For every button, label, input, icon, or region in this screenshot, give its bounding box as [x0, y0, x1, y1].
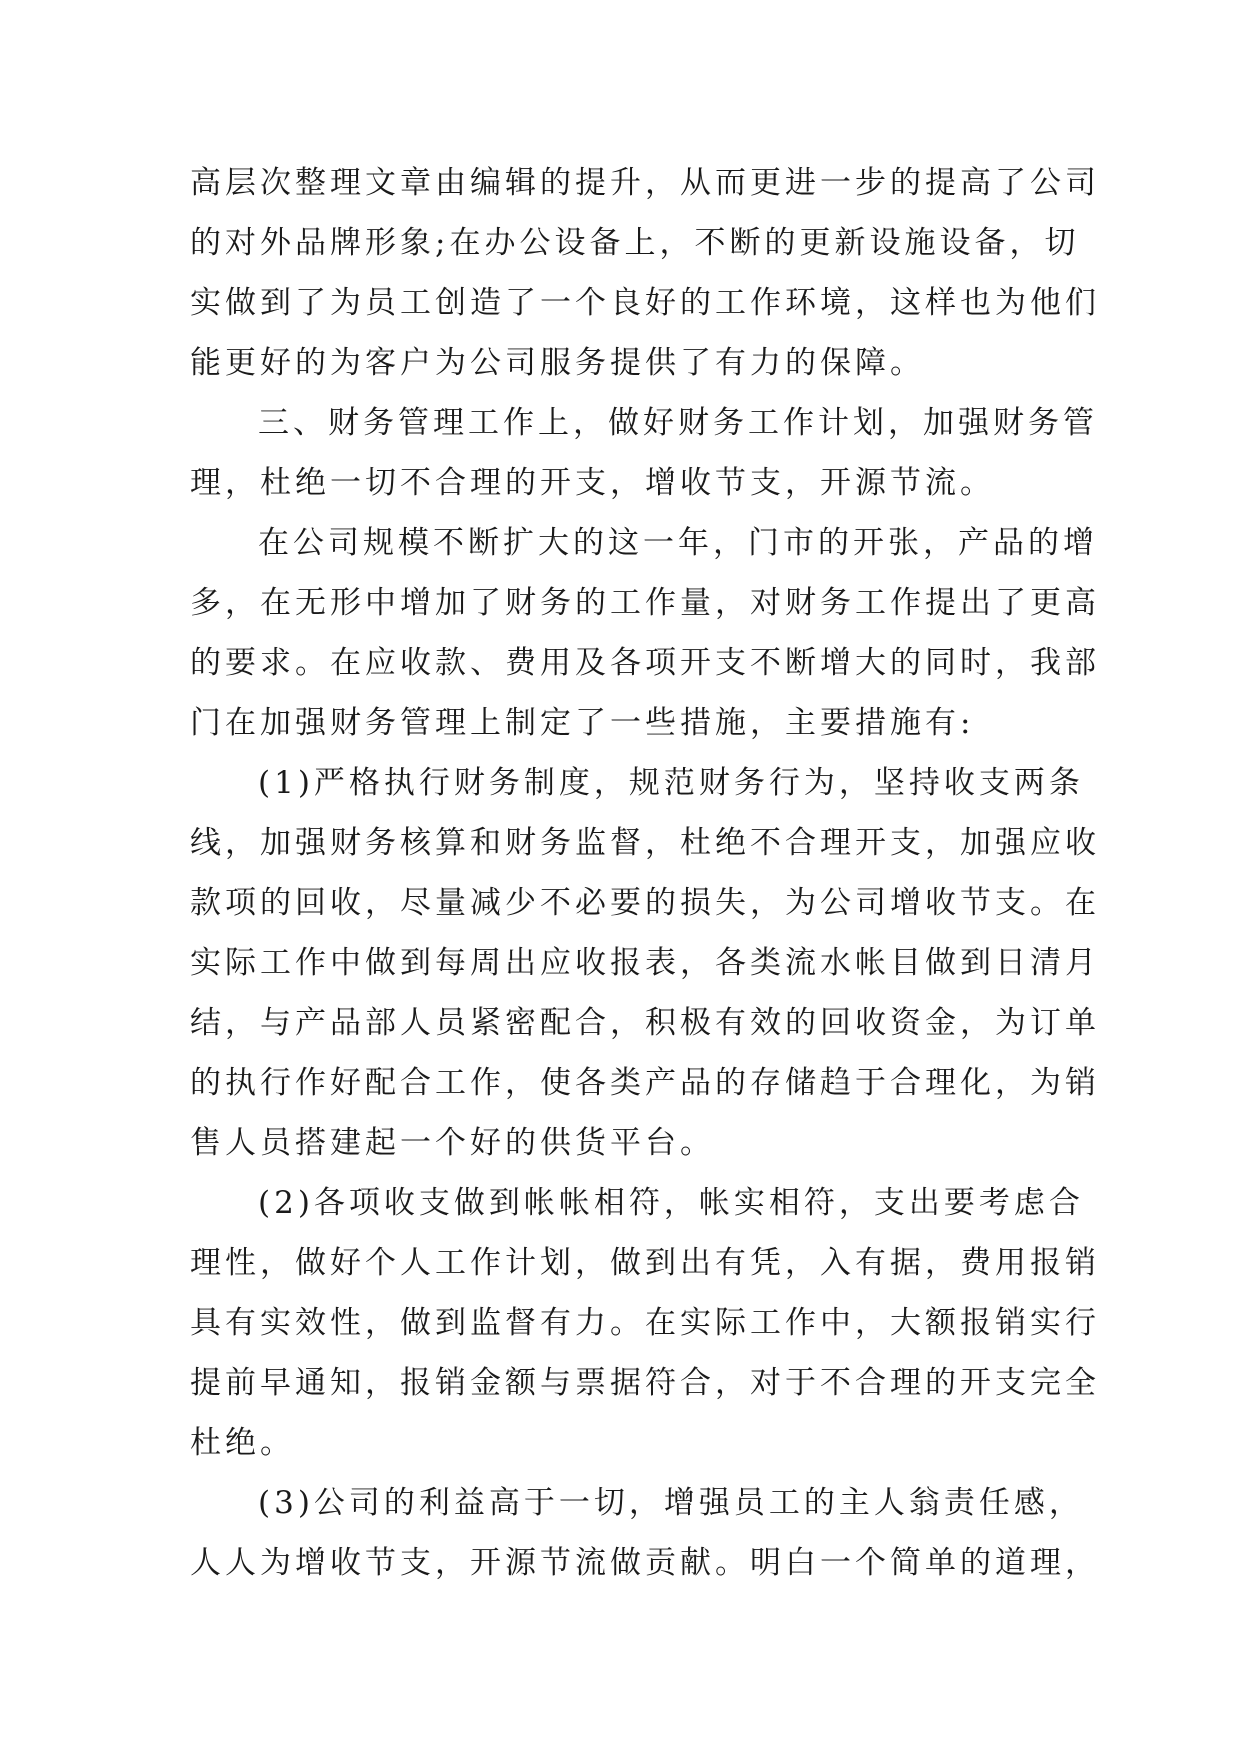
paragraph-first-line: (2)各项收支做到帐帐相符，帐实相符，支出要考虑合 — [258, 1185, 1084, 1221]
text-line: 的要求。在应收款、费用及各项开支不断增大的同时，我部 — [190, 645, 1100, 681]
text-line: 实做到了为员工创造了一个良好的工作环境，这样也为他们 — [190, 285, 1100, 321]
paragraph-first-line: (3)公司的利益高于一切，增强员工的主人翁责任感， — [258, 1485, 1084, 1521]
paragraph-first-line: 在公司规模不断扩大的这一年，门市的开张，产品的增 — [258, 525, 1098, 561]
text-line: 理，杜绝一切不合理的开支，增收节支，开源节流。 — [190, 465, 995, 501]
text-line: 具有实效性，做到监督有力。在实际工作中，大额报销实行 — [190, 1305, 1100, 1341]
text-line: 理性，做好个人工作计划，做到出有凭，入有据，费用报销 — [190, 1245, 1100, 1281]
text-line: 多，在无形中增加了财务的工作量，对财务工作提出了更高 — [190, 585, 1100, 621]
text-line: 的执行作好配合工作，使各类产品的存储趋于合理化，为销 — [190, 1065, 1100, 1101]
text-line: 售人员搭建起一个好的供货平台。 — [190, 1125, 715, 1161]
text-line: 结，与产品部人员紧密配合，积极有效的回收资金，为订单 — [190, 1005, 1100, 1041]
text-line: 款项的回收，尽量减少不必要的损失，为公司增收节支。在 — [190, 885, 1100, 921]
document-body — [190, 153, 1100, 1593]
text-line: 能更好的为客户为公司服务提供了有力的保障。 — [190, 345, 925, 381]
text-line: 提前早通知，报销金额与票据符合，对于不合理的开支完全 — [190, 1365, 1100, 1401]
paragraph-first-line: 三、财务管理工作上，做好财务工作计划，加强财务管 — [258, 405, 1098, 441]
text-line: 线，加强财务核算和财务监督，杜绝不合理开支，加强应收 — [190, 825, 1100, 861]
text-line: 高层次整理文章由编辑的提升，从而更进一步的提高了公司 — [190, 165, 1100, 201]
text-line: 杜绝。 — [190, 1425, 295, 1461]
text-line: 门在加强财务管理上制定了一些措施，主要措施有: — [190, 705, 975, 741]
text-line: 人人为增收节支，开源节流做贡献。明白一个简单的道理， — [190, 1545, 1100, 1581]
paragraph-first-line: (1)严格执行财务制度，规范财务行为，坚持收支两条 — [258, 765, 1084, 801]
text-line: 的对外品牌形象;在办公设备上，不断的更新设施设备，切 — [190, 225, 1080, 261]
text-line: 实际工作中做到每周出应收报表，各类流水帐目做到日清月 — [190, 945, 1100, 981]
